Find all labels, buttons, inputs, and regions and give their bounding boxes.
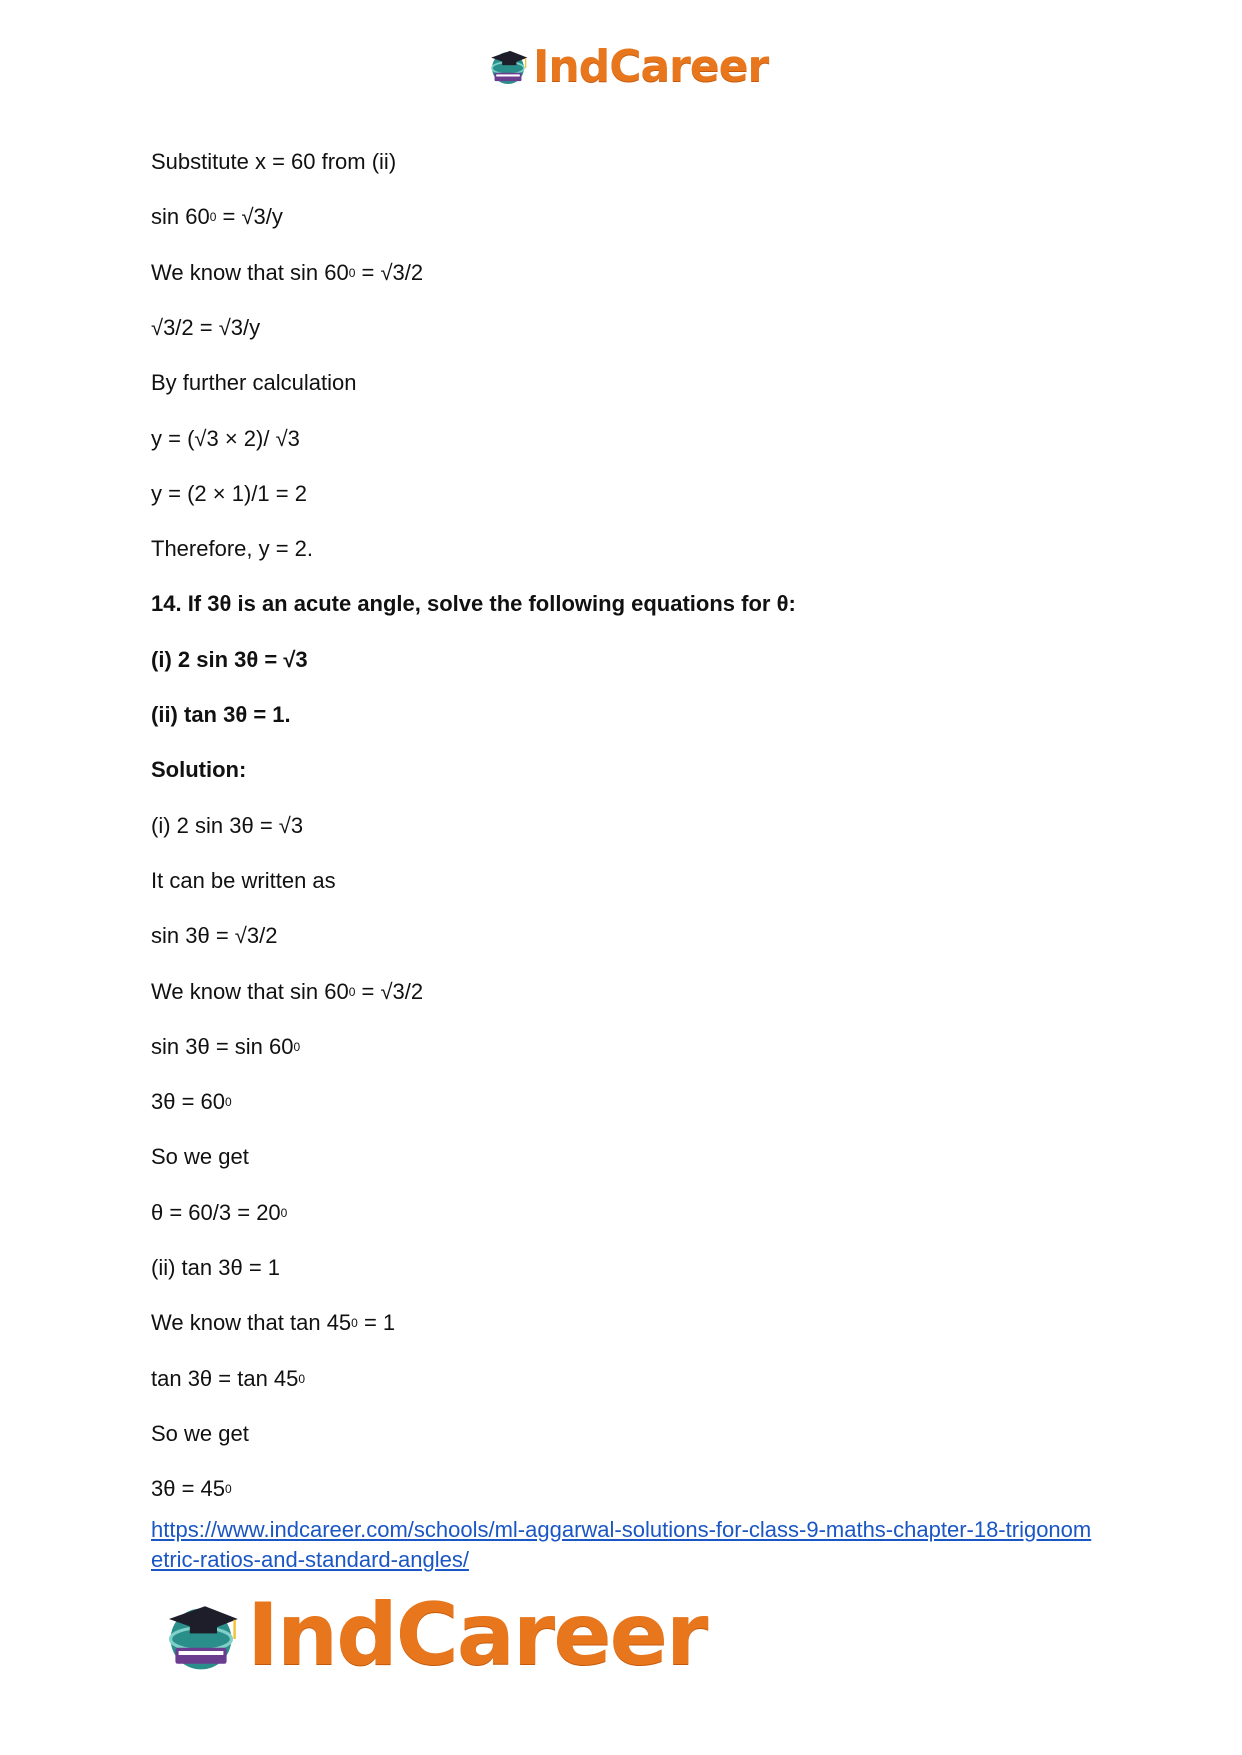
line-text: 3θ = 60 [151, 1089, 226, 1114]
line-text-after: = √3/y [216, 204, 283, 229]
footer-logo [161, 1585, 707, 1685]
line-text: Solution: [151, 757, 247, 782]
solution-line [151, 536, 313, 562]
question-line [151, 647, 308, 673]
line-text: √3/2 = √3/y [151, 315, 261, 340]
line-text: (i) 2 sin 3θ = √3 [151, 647, 308, 672]
line-text-after: = 1 [357, 1310, 396, 1335]
solution-line [151, 1200, 287, 1226]
solution-line [151, 1476, 232, 1502]
solution-line [151, 204, 283, 230]
line-text: y = (2 × 1)/1 = 2 [151, 481, 307, 506]
solution-line [151, 481, 307, 507]
degree-superscript: 0 [225, 1482, 232, 1496]
line-text: (ii) tan 3θ = 1. [151, 702, 291, 727]
question-line [151, 702, 291, 728]
degree-superscript: 0 [298, 1372, 306, 1386]
solution-line [151, 923, 277, 949]
degree-superscript: 0 [348, 266, 356, 280]
line-text: 14. If 3θ is an acute angle, solve the following equations for θ: [151, 591, 796, 616]
line-text: Substitute x = 60 from (ii) [151, 149, 397, 174]
footer-logo-text: IndCareer [247, 1585, 707, 1685]
degree-superscript: 0 [280, 1206, 288, 1220]
line-text: θ = 60/3 = 20 [151, 1200, 281, 1225]
degree-superscript: 0 [348, 985, 356, 999]
header-logo-text: IndCareer [533, 40, 769, 92]
line-text: We know that sin 60 [151, 979, 349, 1004]
line-text: (ii) tan 3θ = 1 [151, 1255, 281, 1280]
solution-line [151, 1310, 395, 1336]
line-text: We know that tan 45 [151, 1310, 352, 1335]
line-text: By further calculation [151, 370, 357, 395]
degree-superscript: 0 [225, 1095, 232, 1109]
header-logo [487, 42, 768, 90]
graduation-cap-book-globe-icon [487, 45, 529, 87]
degree-superscript: 0 [209, 210, 217, 224]
solution-line [151, 813, 303, 839]
line-text: It can be written as [151, 868, 336, 893]
line-text: sin 3θ = √3/2 [151, 923, 278, 948]
line-text: Therefore, y = 2. [151, 536, 314, 561]
solution-line [151, 260, 423, 286]
line-text-after: = √3/2 [355, 260, 424, 285]
solution-line [151, 315, 260, 341]
source-url-link[interactable]: https://www.indcareer.com/schools/ml-aggarwal-solutions-for-class-9-maths-chapter-18-trigonometric-ratios-and-standard-angles/ [151, 1517, 1092, 1572]
line-text: So we get [151, 1421, 249, 1446]
graduation-cap-book-globe-icon [161, 1595, 241, 1675]
line-text: sin 3θ = sin 60 [151, 1034, 294, 1059]
solution-line [151, 1089, 232, 1115]
solution-line [151, 1255, 280, 1281]
solution-line [151, 1421, 249, 1447]
line-text: (i) 2 sin 3θ = √3 [151, 813, 304, 838]
line-text: 3θ = 45 [151, 1476, 226, 1501]
line-text: tan 3θ = tan 45 [151, 1366, 299, 1391]
solution-line [151, 370, 356, 396]
solution-line [151, 1144, 249, 1170]
line-text-after: = √3/2 [355, 979, 424, 1004]
solution-line [151, 426, 300, 452]
line-text: So we get [151, 1144, 249, 1169]
line-text: We know that sin 60 [151, 260, 349, 285]
question-line [151, 757, 246, 783]
solution-line [151, 1034, 300, 1060]
solution-line [151, 868, 336, 894]
solution-line [151, 1366, 305, 1392]
question-line [151, 591, 796, 617]
solution-line [151, 979, 423, 1005]
degree-superscript: 0 [351, 1316, 358, 1330]
line-text: y = (√3 × 2)/ √3 [151, 426, 300, 451]
solution-line [151, 149, 396, 175]
degree-superscript: 0 [293, 1040, 301, 1054]
line-text: sin 60 [151, 204, 210, 229]
